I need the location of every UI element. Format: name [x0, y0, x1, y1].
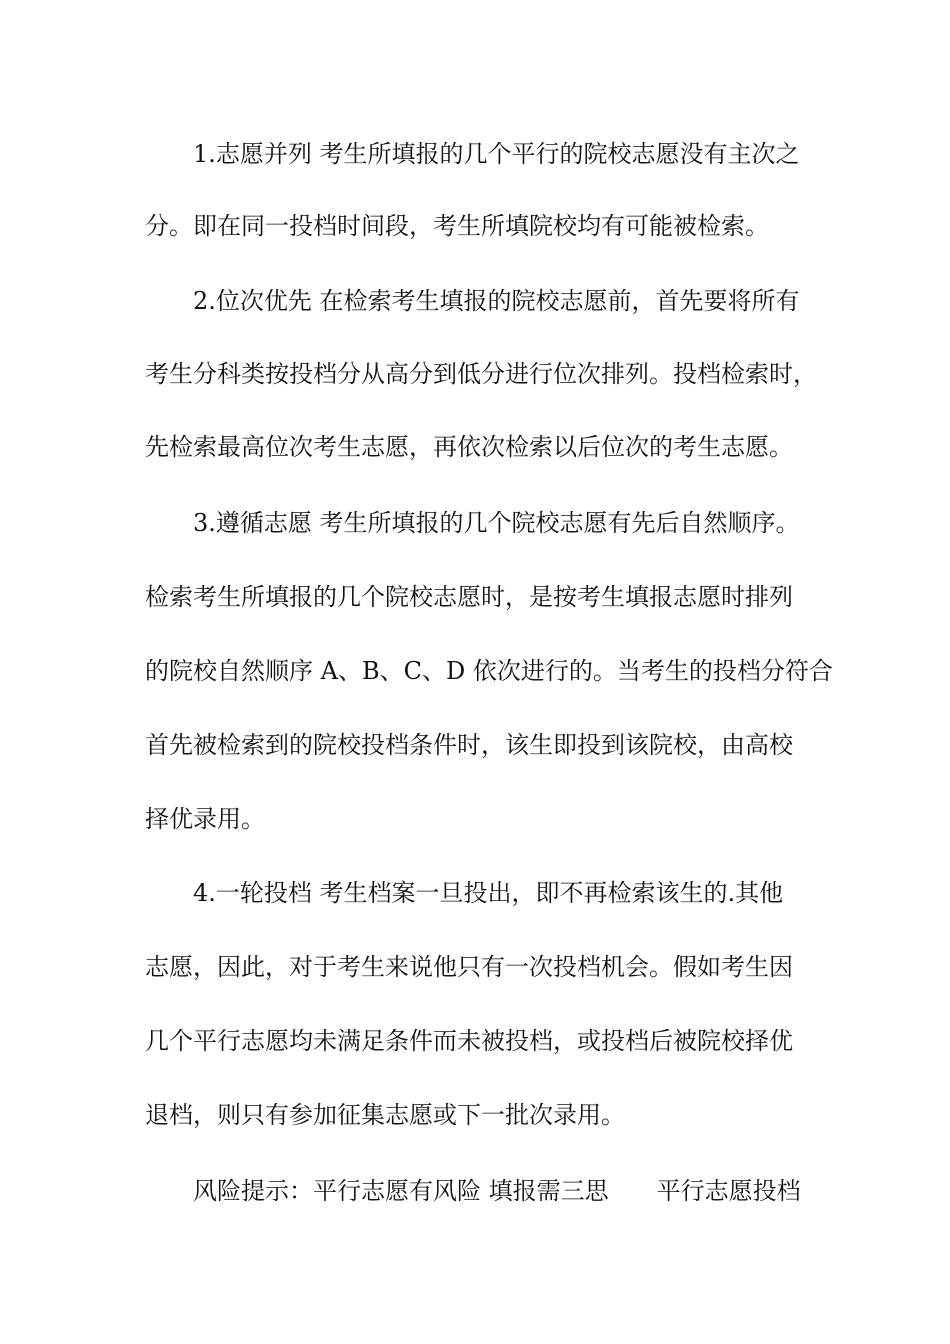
paragraph-4-line-3: 几个平行志愿均未满足条件而未被投档，或投档后被院校择优	[145, 1027, 793, 1055]
paragraph-1-line-2: 分。即在同一投档时间段，考生所填院校均有可能被检索。	[145, 212, 769, 240]
paragraph-3-line-2: 检索考生所填报的几个院校志愿时，是按考生填报志愿时排列	[145, 583, 793, 611]
paragraph-4-line-4: 退档，则只有参加征集志愿或下一批次录用。	[145, 1101, 625, 1129]
paragraph-4-line-1: 4.一轮投档 考生档案一旦投出，即不再检索该生的.其他	[193, 879, 784, 907]
paragraph-3-line-4: 首先被检索到的院校投档条件时，该生即投到该院校，由高校	[145, 731, 793, 759]
paragraph-1-line-1: 1.志愿并列 考生所填报的几个平行的院校志愿没有主次之	[193, 140, 800, 168]
paragraph-4-line-2: 志愿，因此，对于考生来说他只有一次投档机会。假如考生因	[145, 953, 793, 981]
paragraph-2-line-2: 考生分科类按投档分从高分到低分进行位次排列。投档检索时，	[145, 360, 817, 388]
paragraph-3-line-3: 的院校自然顺序 A、B、C、D 依次进行的。当考生的投档分符合	[145, 657, 833, 685]
paragraph-2-line-1: 2.位次优先 在检索考生填报的院校志愿前，首先要将所有	[193, 287, 800, 315]
paragraph-2-line-3: 先检索最高位次考生志愿，再依次检索以后位次的考生志愿。	[145, 433, 793, 461]
paragraph-3-line-5: 择优录用。	[145, 805, 265, 833]
paragraph-3-line-1: 3.遵循志愿 考生所填报的几个院校志愿有先后自然顺序。	[193, 509, 800, 537]
risk-note-line: 风险提示：平行志愿有风险 填报需三思 平行志愿投档	[193, 1177, 801, 1205]
